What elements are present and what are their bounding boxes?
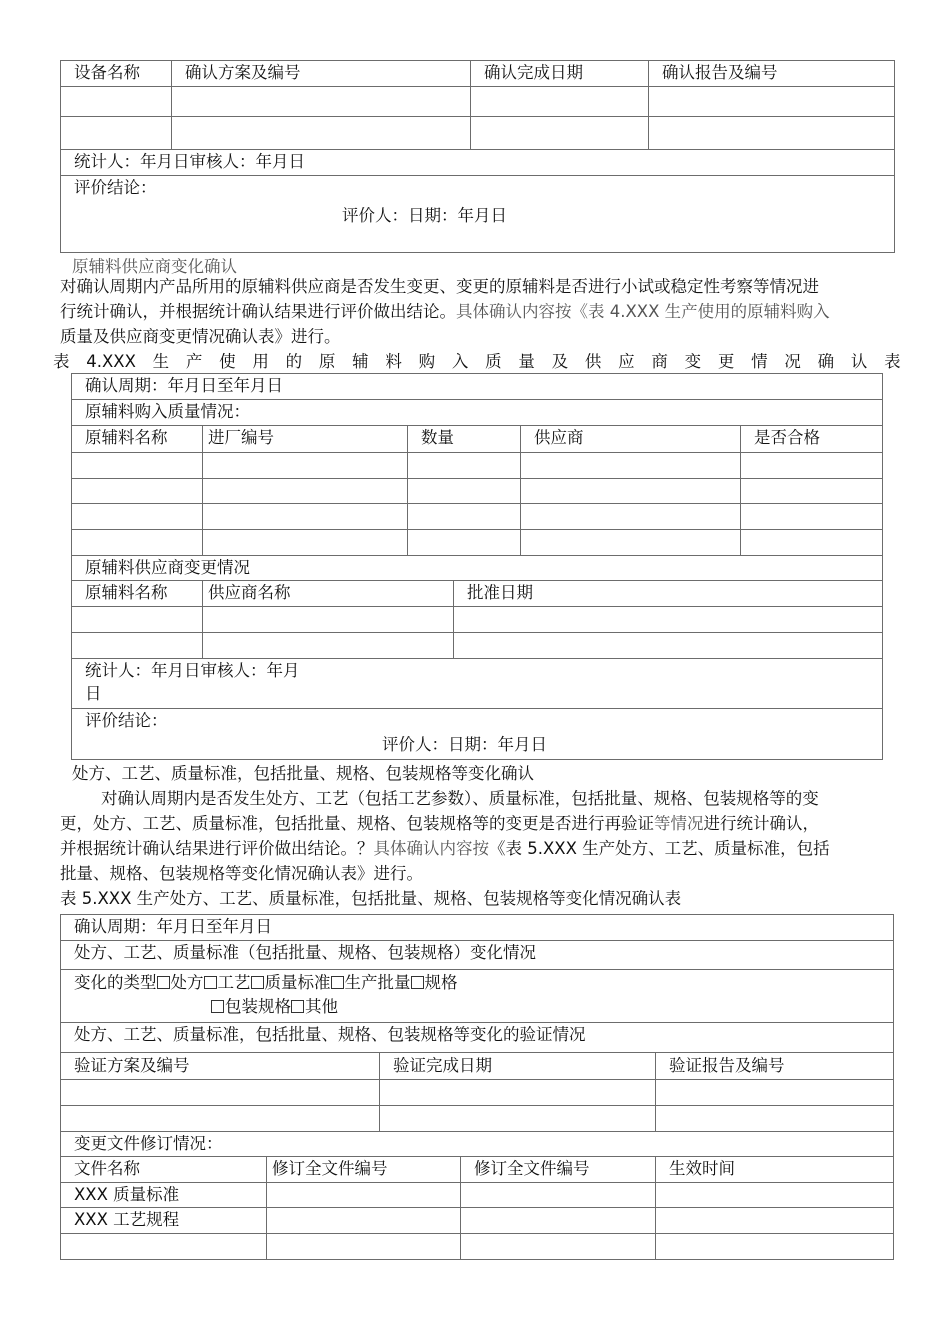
table4-title-char: 量	[518, 352, 535, 371]
checkbox-option[interactable]	[291, 997, 338, 1016]
table4-title-char: 确	[817, 352, 835, 371]
checkbox-label: 其他	[305, 997, 338, 1016]
table4-title-char: 情	[751, 352, 768, 371]
table-row-divider	[71, 425, 883, 426]
confirmation-period: 确认周期：年月日至年月日	[85, 376, 283, 395]
checkbox-label: 包装规格	[225, 997, 291, 1016]
verification-label: 处方、工艺、质量标准，包括批量、规格、包装规格等变化的验证情况	[74, 1025, 586, 1044]
table-row-divider	[60, 1233, 894, 1234]
change-situation-label: 处方、工艺、质量标准（包括批量、规格、包装规格）变化情况	[74, 943, 536, 962]
table-row-divider	[71, 529, 883, 530]
checkbox-icon[interactable]	[157, 976, 170, 989]
checkbox-icon[interactable]	[204, 976, 217, 989]
table-row-divider	[60, 116, 895, 117]
table-row-divider	[60, 175, 895, 176]
checkbox-option[interactable]	[251, 973, 331, 992]
header-revised-file-number: 修订全文件编号	[272, 1159, 388, 1178]
table4-title	[53, 352, 901, 372]
conclusion-label: 评价结论：	[85, 711, 168, 730]
section3-paragraph-line2-a: 更，处方、工艺、质量标准，包括批量、规格、包装规格等的变更是否进行再验证	[60, 814, 654, 833]
table4-title-char: 认	[850, 352, 868, 371]
checkbox-label: 工艺	[217, 973, 251, 992]
table-col-divider	[460, 1156, 461, 1260]
checkbox-icon[interactable]	[331, 976, 344, 989]
section2-paragraph-line2	[60, 302, 830, 322]
header-completion-date: 确认完成日期	[484, 63, 583, 82]
table-row-divider	[60, 1022, 894, 1023]
table-col-divider	[655, 1052, 656, 1131]
confirmation-period: 确认周期：年月日至年月日	[74, 917, 272, 936]
section-title-supplier-change: 原辅料供应商变化确认	[72, 257, 237, 276]
section3-paragraph-line3-b: 具体确认内容按	[373, 839, 489, 858]
checkbox-icon[interactable]	[291, 1000, 304, 1013]
checkbox-option[interactable]	[411, 973, 458, 992]
statistician-line-cont: 日	[85, 684, 102, 703]
header-qualified: 是否合格	[754, 428, 820, 447]
table4-title-char: 生	[152, 352, 170, 371]
checkbox-icon[interactable]	[411, 976, 424, 989]
checkbox-option[interactable]	[331, 973, 411, 992]
header-quantity: 数量	[421, 428, 454, 447]
checkbox-icon[interactable]	[211, 1000, 224, 1013]
section3-paragraph-line2-b: 等情况	[654, 814, 704, 833]
header-equipment-name: 设备名称	[74, 63, 140, 82]
statistician-line: 统计人：年月日审核人：年月日	[74, 152, 305, 171]
section3-paragraph-line2-c: 进行统计确认，	[703, 814, 819, 833]
table4-title-char: 原	[318, 352, 336, 371]
revision-label: 变更文件修订情况：	[74, 1134, 223, 1153]
statistician-line: 统计人：年月日审核人：年月	[85, 661, 300, 680]
revision-row-process-procedure: XXX 工艺规程	[74, 1210, 180, 1229]
header-file-name: 文件名称	[74, 1159, 140, 1178]
checkbox-option[interactable]	[204, 973, 251, 992]
checkbox-label: 质量标准	[264, 973, 331, 992]
table-row-divider	[60, 1079, 894, 1080]
checkbox-label: 处方	[170, 973, 204, 992]
table4-title-char: 的	[285, 352, 303, 371]
section3-paragraph-line1: 对确认周期内是否发生处方、工艺（包括工艺参数）、质量标准，包括批量、规格、包装规格等的变	[101, 789, 819, 808]
evaluator-signature: 评价人：日期：年月日	[382, 735, 547, 754]
change-type-line1	[74, 973, 458, 993]
table4-title-char: 变	[684, 352, 702, 371]
table-row-divider	[71, 399, 883, 400]
table-row-divider	[60, 1182, 894, 1183]
header-approval-date: 批准日期	[467, 583, 533, 602]
table-col-divider	[202, 580, 203, 658]
header-verification-report: 验证报告及编号	[669, 1056, 785, 1075]
table4-title-char: 料	[385, 352, 402, 371]
revision-row-quality-standard: XXX 质量标准	[74, 1185, 180, 1204]
section3-paragraph-line3-c: 《表 5.XXX 生产处方、工艺、质量标准，包括	[489, 839, 830, 858]
table-col-divider	[266, 1156, 267, 1260]
change-type-line2	[211, 997, 338, 1017]
table-row-divider	[71, 503, 883, 504]
table4-title-char: 更	[717, 352, 735, 371]
section2-paragraph-line3: 质量及供应商变更情况确认表》进行。	[60, 327, 341, 346]
section2-paragraph-line1: 对确认周期内产品所用的原辅料供应商是否发生变更、变更的原辅料是否进行小试或稳定性考察等情况进	[60, 277, 819, 296]
checkbox-label: 生产批量	[344, 973, 411, 992]
table-col-divider	[655, 1156, 656, 1260]
header-verification-protocol: 验证方案及编号	[74, 1056, 190, 1075]
table-col-divider	[648, 60, 649, 149]
section3-paragraph-line4: 批量、规格、包装规格等变化情况确认表》进行。	[60, 864, 423, 883]
formula-change-table	[60, 914, 894, 1260]
table4-title-char: 用	[252, 352, 269, 371]
table-row-divider	[71, 632, 883, 633]
header-effective-time: 生效时间	[669, 1159, 735, 1178]
checkbox-icon[interactable]	[251, 976, 264, 989]
checkbox-label: 规格	[424, 973, 458, 992]
section3-paragraph-line3	[60, 839, 830, 859]
header-report-number: 确认报告及编号	[662, 63, 778, 82]
section2-paragraph-line2-b: 具体确认内容按《表 4.XXX 生产使用的原辅料购入	[456, 302, 830, 321]
header-supplier-name: 供应商名称	[208, 583, 291, 602]
table4-title-char: 供	[584, 352, 602, 371]
header-material-name: 原辅料名称	[85, 583, 168, 602]
table-row-divider	[60, 1105, 894, 1106]
supplier-change-label: 原辅料供应商变更情况	[85, 558, 250, 577]
table4-title-char: 产	[185, 352, 203, 371]
table4-title-char: 质	[485, 352, 502, 371]
table-row-divider	[71, 452, 883, 453]
header-entry-number: 进厂编号	[208, 428, 274, 447]
table-row-divider	[60, 969, 894, 970]
table4-title-char: 商	[651, 352, 668, 371]
table-row-divider	[71, 478, 883, 479]
evaluator-signature: 评价人：日期：年月日	[342, 206, 507, 225]
table-row-divider	[60, 940, 894, 941]
section-title-formula-change: 处方、工艺、质量标准，包括批量、规格、包装规格等变化确认	[72, 764, 534, 783]
checkbox-option[interactable]	[157, 973, 204, 992]
table-row-divider	[60, 1207, 894, 1208]
table4-title-char: 4.XXX	[86, 352, 136, 371]
section2-paragraph-line2-a: 行统计确认，并根据统计确认结果进行评价做出结论。	[60, 302, 456, 321]
table-row-divider	[60, 1052, 894, 1053]
header-revised-file-number: 修订全文件编号	[474, 1159, 590, 1178]
table4-title-char: 购	[418, 352, 436, 371]
table-col-divider	[520, 425, 521, 555]
table-row-divider	[60, 1156, 894, 1157]
table-col-divider	[740, 425, 741, 555]
table-row-divider	[71, 580, 883, 581]
change-type-label: 变化的类型	[74, 973, 157, 992]
table-row-divider	[60, 86, 895, 87]
table4-title-char: 入	[451, 352, 469, 371]
table-col-divider	[379, 1052, 380, 1131]
conclusion-label: 评价结论：	[74, 178, 157, 197]
header-verification-date: 验证完成日期	[393, 1056, 492, 1075]
table-row-divider	[60, 149, 895, 150]
table-col-divider	[453, 580, 454, 658]
section3-paragraph-line3-a: 并根据统计确认结果进行评价做出结论。？	[60, 839, 374, 858]
table4-title-char: 及	[551, 352, 569, 371]
section3-paragraph-line2	[60, 814, 819, 834]
header-material-name: 原辅料名称	[85, 428, 168, 447]
table-col-divider	[202, 425, 203, 555]
table-col-divider	[407, 425, 408, 555]
header-supplier: 供应商	[534, 428, 584, 447]
checkbox-option[interactable]	[211, 997, 291, 1016]
table-row-divider	[71, 555, 883, 556]
table4-title-char: 辅	[352, 352, 369, 371]
purchase-quality-label: 原辅料购入质量情况：	[85, 402, 250, 421]
table4-title-char: 应	[618, 352, 635, 371]
table4-title-char: 使	[219, 352, 236, 371]
table-row-divider	[71, 708, 883, 709]
table5-title: 表 5.XXX 生产处方、工艺、质量标准，包括批量、规格、包装规格等变化情况确认表	[60, 889, 682, 908]
header-protocol-number: 确认方案及编号	[185, 63, 301, 82]
table4-title-char: 表	[53, 352, 70, 371]
table4-title-char: 况	[784, 352, 801, 371]
table-row-divider	[71, 658, 883, 659]
table-row-divider	[71, 606, 883, 607]
table-col-divider	[470, 60, 471, 149]
table4-title-char: 表	[884, 352, 901, 371]
table-row-divider	[60, 1131, 894, 1132]
table-col-divider	[171, 60, 172, 149]
